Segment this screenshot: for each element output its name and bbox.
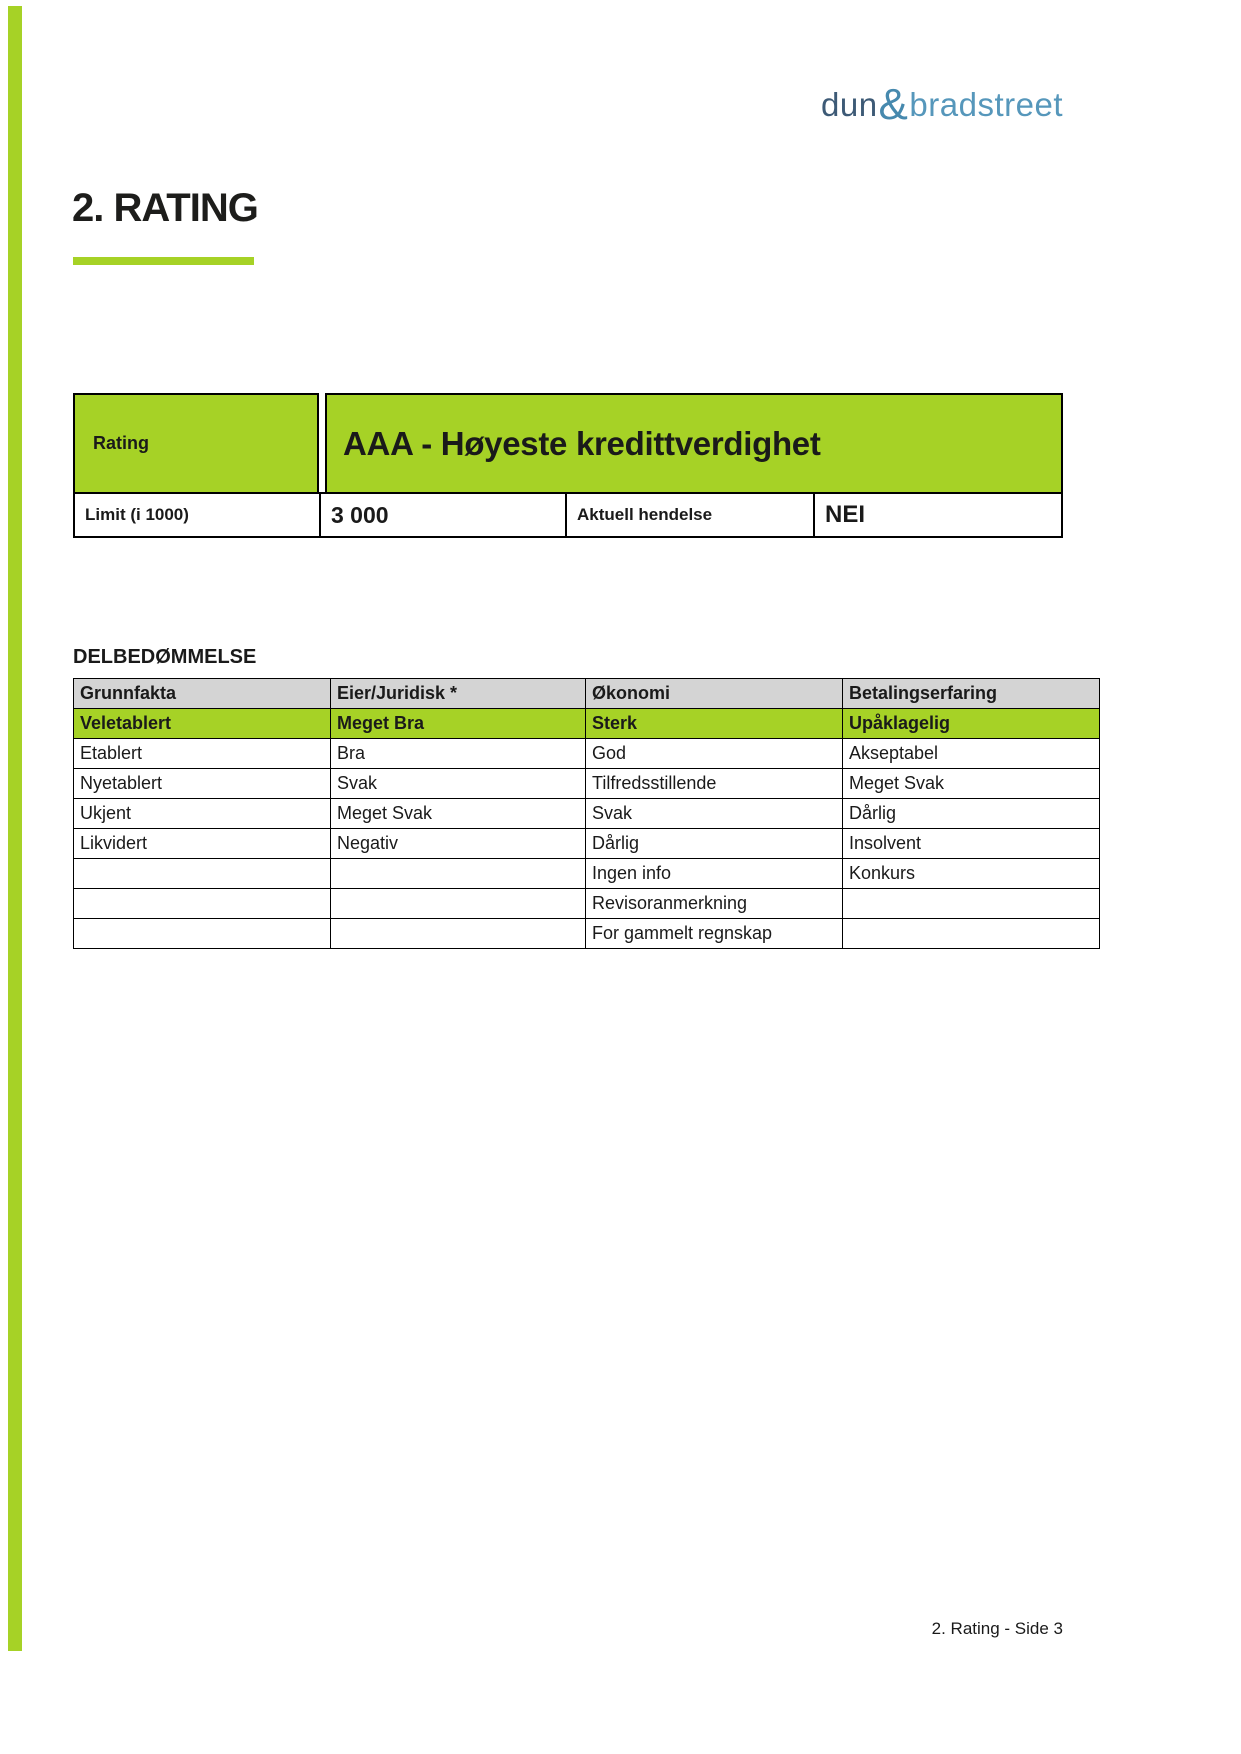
table-cell: Nyetablert (74, 769, 331, 799)
table-cell: Likvidert (74, 829, 331, 859)
table-row (74, 739, 1100, 769)
table-cell: Tilfredsstillende (586, 769, 843, 799)
table-cell: Svak (331, 769, 586, 799)
highlighted-rating-row (74, 709, 1100, 739)
header-cell: Betalingserfaring (843, 679, 1100, 709)
limit-row (73, 492, 1063, 538)
table-cell (74, 859, 331, 889)
table-header-row (74, 679, 1100, 709)
table-cell (843, 889, 1100, 919)
page-footer: 2. Rating - Side 3 (931, 1619, 1063, 1638)
table-cell (331, 889, 586, 919)
table-cell: Meget Svak (331, 799, 586, 829)
table-cell (331, 919, 586, 949)
table-row (74, 769, 1100, 799)
table-cell: Revisoranmerkning (586, 889, 843, 919)
table-cell: Ingen info (586, 859, 843, 889)
table-row (74, 829, 1100, 859)
table-cell (74, 889, 331, 919)
logo-text-dun: dun (820, 86, 878, 123)
logo-text-bradstreet: bradstreet (909, 86, 1063, 123)
page-title: 2. RATING (72, 186, 258, 230)
table-row (74, 859, 1100, 889)
table-cell: Sterk (586, 709, 843, 739)
header-cell: Økonomi (586, 679, 843, 709)
table-cell: God (586, 739, 843, 769)
table-cell: For gammelt regnskap (586, 919, 843, 949)
table-cell: Svak (586, 799, 843, 829)
rating-summary-table (73, 393, 1063, 538)
rating-label-cell: Rating (73, 393, 319, 494)
table-cell: Dårlig (843, 799, 1100, 829)
limit-value-cell: 3 000 (319, 492, 567, 538)
section-title: DELBEDØMMELSE (73, 646, 257, 668)
table-cell (331, 859, 586, 889)
left-accent-bar (8, 6, 22, 1651)
table-cell: Ukjent (74, 799, 331, 829)
table-row (74, 919, 1100, 949)
header-cell: Eier/Juridisk * (331, 679, 586, 709)
title-underline (73, 257, 254, 265)
event-value-cell: NEI (813, 492, 1063, 538)
logo-ampersand-icon: & (878, 80, 909, 129)
table-row (74, 799, 1100, 829)
rating-row (73, 393, 1063, 494)
table-cell: Akseptabel (843, 739, 1100, 769)
limit-label-cell: Limit (i 1000) (73, 492, 321, 538)
event-label-cell: Aktuell hendelse (565, 492, 815, 538)
table-cell: Insolvent (843, 829, 1100, 859)
table-cell: Veletablert (74, 709, 331, 739)
table-cell: Meget Bra (331, 709, 586, 739)
table-cell: Bra (331, 739, 586, 769)
table-cell: Dårlig (586, 829, 843, 859)
rating-value-cell: AAA - Høyeste kredittverdighet (325, 393, 1063, 494)
table-row (74, 889, 1100, 919)
table-cell (843, 919, 1100, 949)
dun-bradstreet-logo (820, 80, 1063, 129)
delbedommelse-table (73, 678, 1100, 949)
table-cell: Etablert (74, 739, 331, 769)
table-cell: Konkurs (843, 859, 1100, 889)
table-cell: Upåklagelig (843, 709, 1100, 739)
table-cell: Negativ (331, 829, 586, 859)
table-cell: Meget Svak (843, 769, 1100, 799)
table-cell (74, 919, 331, 949)
header-cell: Grunnfakta (74, 679, 331, 709)
